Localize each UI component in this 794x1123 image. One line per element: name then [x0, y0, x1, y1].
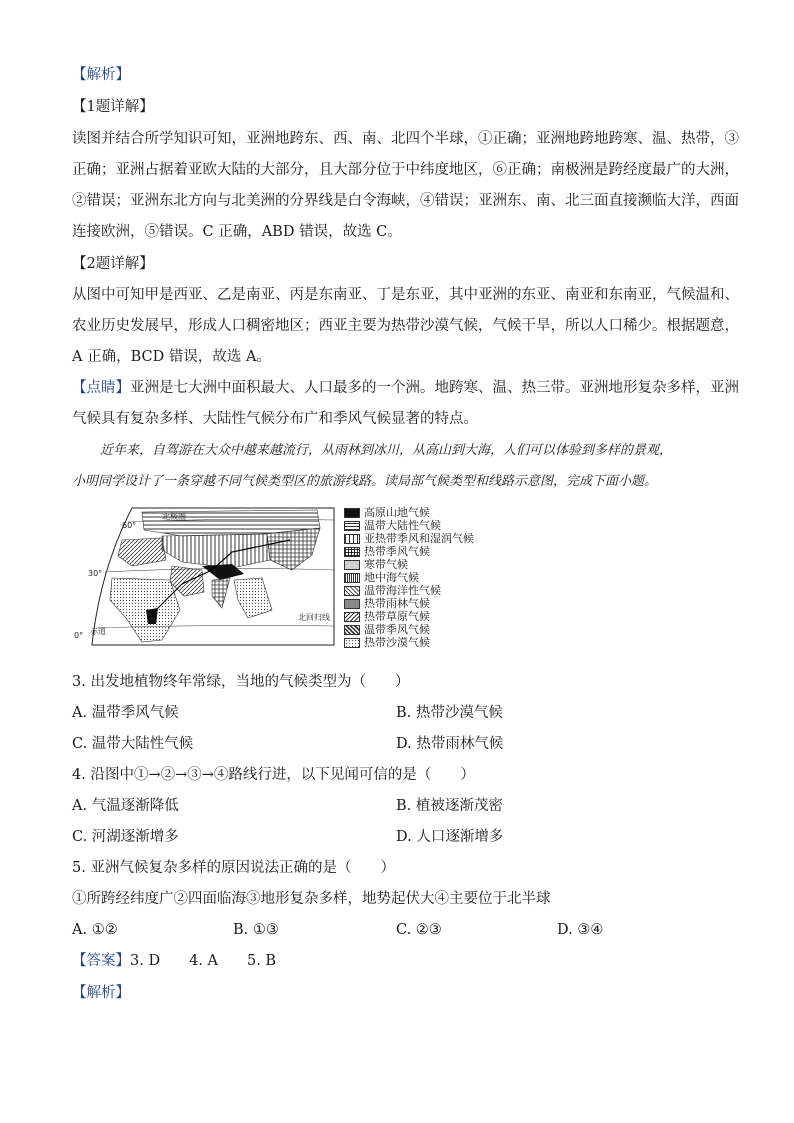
legend-item [344, 572, 419, 584]
legend-label: 寒带气候 [364, 558, 408, 571]
map-label-equator: 赤道 [90, 627, 106, 636]
q4-option-a[interactable]: A. 气温逐渐降低 [72, 798, 179, 814]
legend-swatch [344, 534, 360, 544]
legend-label: 温带海洋性气候 [364, 584, 441, 597]
q5-stem: 5. 亚洲气候复杂多样的原因说法正确的是（ ） [72, 860, 395, 876]
legend-label: 亚热带季风和湿润气候 [364, 532, 474, 545]
analysis-heading-1: 【解析】 [72, 67, 130, 83]
map-label-0: 0° [74, 631, 84, 640]
legend-swatch [344, 547, 360, 557]
tip-line-1 [72, 378, 739, 398]
legend-swatch [344, 586, 360, 596]
answer-label: 【答案】 [72, 953, 130, 969]
legend-item [344, 507, 430, 519]
legend-item [344, 598, 430, 610]
answer-text: 3. D 4. A 5. B [130, 953, 277, 969]
q1-line-1: 读图并结合所学知识可知，亚洲地跨东、西、南、北四个半球，①正确；亚洲地跨地跨寒、温、热带，③ [72, 131, 739, 147]
q2-line-2: 农业历史发展早，形成人口稠密地区；西亚主要为热带沙漠气候，气候干旱，所以人口稀少。根据题意， [72, 318, 739, 334]
q3-stem: 3. 出发地植物终年常绿，当地的气候类型为（ ） [72, 674, 410, 690]
answer-line [72, 951, 276, 971]
q5-option-b[interactable]: B. ①③ [233, 922, 279, 938]
map-label-30: 30° [88, 569, 103, 578]
legend-swatch [344, 508, 360, 518]
legend-item [344, 637, 430, 649]
q3-option-d[interactable]: D. 热带雨林气候 [396, 736, 504, 752]
tip-label: 【点睛】 [72, 380, 130, 396]
legend-label: 温带大陆性气候 [364, 519, 441, 532]
legend-swatch [344, 560, 360, 570]
legend-swatch [344, 625, 360, 635]
q2-line-1: 从图中可知甲是西亚、乙是南亚、丙是东南亚、丁是东亚，其中亚洲的东亚、南亚和东南亚，气候温和、 [72, 287, 739, 303]
legend-item [344, 520, 441, 532]
q5-option-a[interactable]: A. ①② [72, 922, 118, 938]
q5-statements: ①所跨经纬度广②四面临海③地形复杂多样，地势起伏大④主要位于北半球 [72, 891, 551, 907]
climate-map [62, 500, 342, 650]
q3-option-b[interactable]: B. 热带沙漠气候 [396, 705, 503, 721]
intro-line-2: 小明同学设计了一条穿越不同气候类型区的旅游线路。读局部气候类型和线路示意图，完成下面小题。 [72, 474, 658, 489]
q2-line-3: A 正确，BCD 错误，故选 A。 [72, 349, 271, 365]
legend-swatch [344, 612, 360, 622]
legend-item [344, 611, 430, 623]
legend-label: 地中海气候 [364, 571, 419, 584]
legend-swatch [344, 599, 360, 609]
q4-option-b[interactable]: B. 植被逐渐茂密 [396, 798, 503, 814]
q4-option-c[interactable]: C. 河湖逐渐增多 [72, 829, 179, 845]
legend-swatch [344, 521, 360, 531]
q4-option-d[interactable]: D. 人口逐渐增多 [396, 829, 504, 845]
map-label-arctic: 北极圈 [162, 512, 186, 521]
legend-label: 温带季风气候 [364, 623, 430, 636]
q1-line-2: 正确；亚洲占据着亚欧大陆的大部分，且大部分位于中纬度地区，⑥正确；南极洲是跨经度最广的大洲， [72, 162, 739, 178]
map-label-60: 60° [122, 521, 137, 530]
q1-line-4: 连接欧洲，⑤错误。C 正确，ABD 错误，故选 C。 [72, 224, 402, 240]
legend-item [344, 585, 441, 597]
tip-text-1: 亚洲是七大洲中面积最大、人口最多的一个洲。地跨寒、温、热三带。亚洲地形复杂多样，亚洲 [130, 380, 739, 396]
analysis-heading-2: 【解析】 [72, 985, 130, 1001]
map-label-tropic: 北回归线 [298, 613, 330, 622]
legend-item [344, 624, 430, 636]
legend-item [344, 546, 430, 558]
legend-swatch [344, 573, 360, 583]
legend-item [344, 533, 474, 545]
legend-label: 热带季风气候 [364, 545, 430, 558]
q1-line-3: ②错误；亚洲东北方向与北美洲的分界线是白令海峡，④错误；亚洲东、南、北三面直接濒临大洋，西面 [72, 193, 739, 209]
q4-stem: 4. 沿图中①→②→③→④路线行进，以下见闻可信的是（ ） [72, 767, 475, 783]
q2-heading: 【2题详解】 [72, 256, 154, 272]
legend-label: 热带沙漠气候 [364, 636, 430, 649]
q3-option-c[interactable]: C. 温带大陆性气候 [72, 736, 194, 752]
q3-option-a[interactable]: A. 温带季风气候 [72, 705, 179, 721]
q5-option-c[interactable]: C. ②③ [396, 922, 442, 938]
q5-option-d[interactable]: D. ③④ [557, 922, 604, 938]
q1-heading: 【1题详解】 [72, 99, 154, 115]
legend-label: 高原山地气候 [364, 506, 430, 519]
intro-line-1: 近年来，自驾游在大众中越来越流行，从雨林到冰川，从高山到大海，人们可以体验到多样的景观， [100, 443, 673, 458]
legend-label: 热带草原气候 [364, 610, 430, 623]
legend-swatch [344, 638, 360, 648]
tip-line-2: 气候具有复杂多样、大陆性气候分布广和季风气候显著的特点。 [72, 411, 478, 427]
legend-label: 热带雨林气候 [364, 597, 430, 610]
legend-item [344, 559, 408, 571]
